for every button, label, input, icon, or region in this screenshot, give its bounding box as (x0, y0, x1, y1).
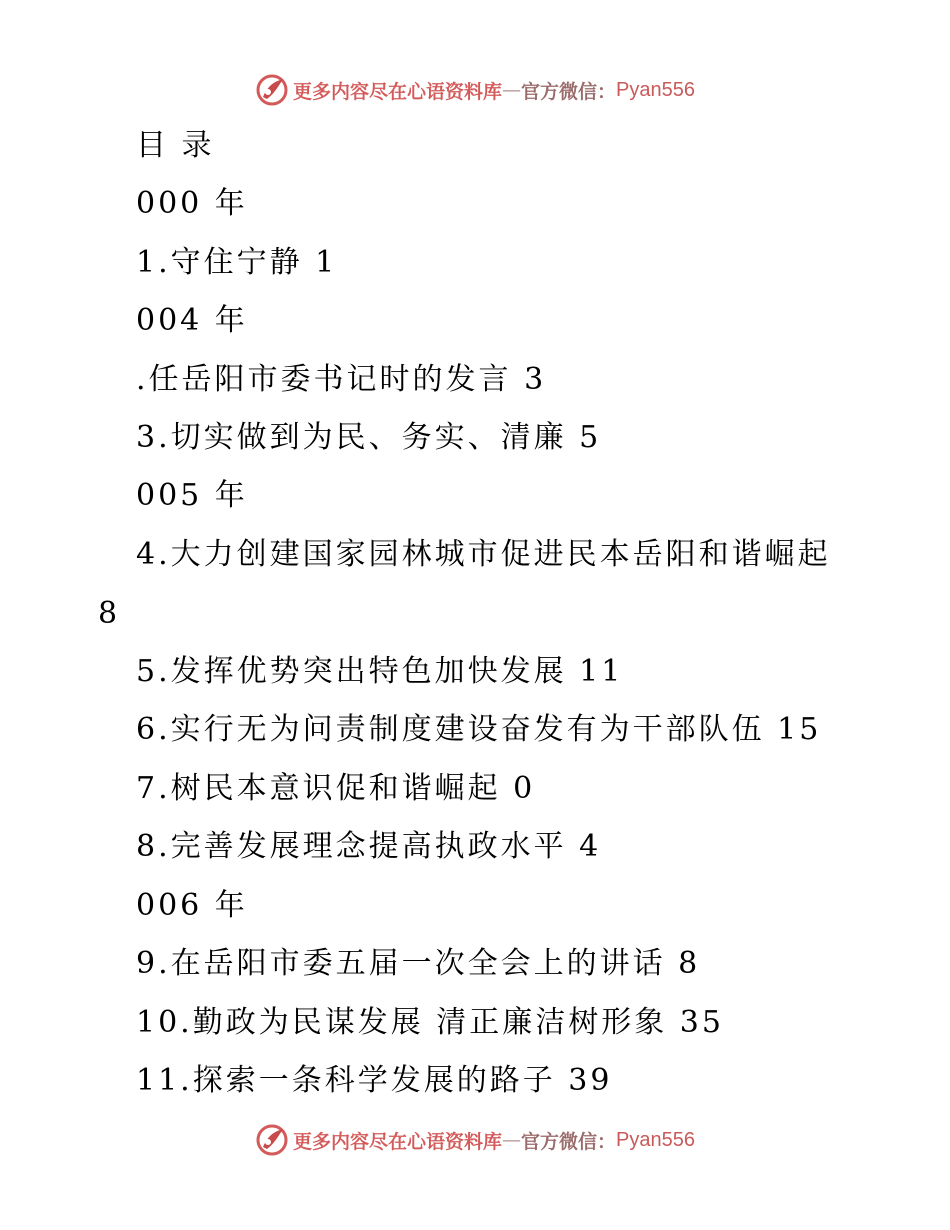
banner-text: 更多内容尽在心语资料库 (293, 80, 503, 103)
toc-line: 006 年 (136, 888, 248, 923)
toc-line: 9.在岳阳市委五届一次全会上的讲话 8 (136, 946, 701, 981)
toc-line: 5.发挥优势突出特色加快发展 11 (136, 654, 624, 689)
toc-line: 7.树民本意识促和谐崛起 0 (136, 771, 536, 806)
toc-line: .任岳阳市委书记时的发言 3 (136, 362, 547, 397)
toc-line: 10.勤政为民谋发展 清正廉洁树形象 35 (136, 1005, 724, 1040)
banner-wechat-label: 官方微信： (521, 1130, 617, 1153)
toc-line: 000 年 (136, 186, 248, 221)
toc-line: 8.完善发展理念提高执政水平 4 (136, 829, 602, 864)
banner-separator: — (502, 79, 522, 101)
toc-line: 8 (98, 596, 121, 631)
footer-banner (0, 1120, 950, 1160)
banner-separator: — (502, 1129, 522, 1151)
brush-logo-icon (255, 73, 289, 107)
brush-logo-icon (255, 1123, 289, 1157)
banner-wechat-id: Pyan556 (616, 1128, 695, 1151)
banner-wechat-id: Pyan556 (616, 78, 695, 101)
banner-text: 更多内容尽在心语资料库 (293, 1130, 503, 1153)
toc-line: 1.守住宁静 1 (136, 245, 338, 280)
toc-line: 005 年 (136, 478, 248, 513)
toc-heading: 目 录 (136, 128, 215, 163)
toc-line: 11.探索一条科学发展的路子 39 (136, 1063, 613, 1098)
toc-line: 004 年 (136, 303, 248, 338)
toc-line: 6.实行无为问责制度建设奋发有为干部队伍 15 (136, 712, 822, 747)
toc-line: 4.大力创建国家园林城市促进民本岳阳和谐崛起 (136, 537, 831, 572)
header-banner (0, 70, 950, 110)
banner-wechat-label: 官方微信： (521, 80, 617, 103)
toc-line: 3.切实做到为民、务实、清廉 5 (136, 420, 602, 455)
